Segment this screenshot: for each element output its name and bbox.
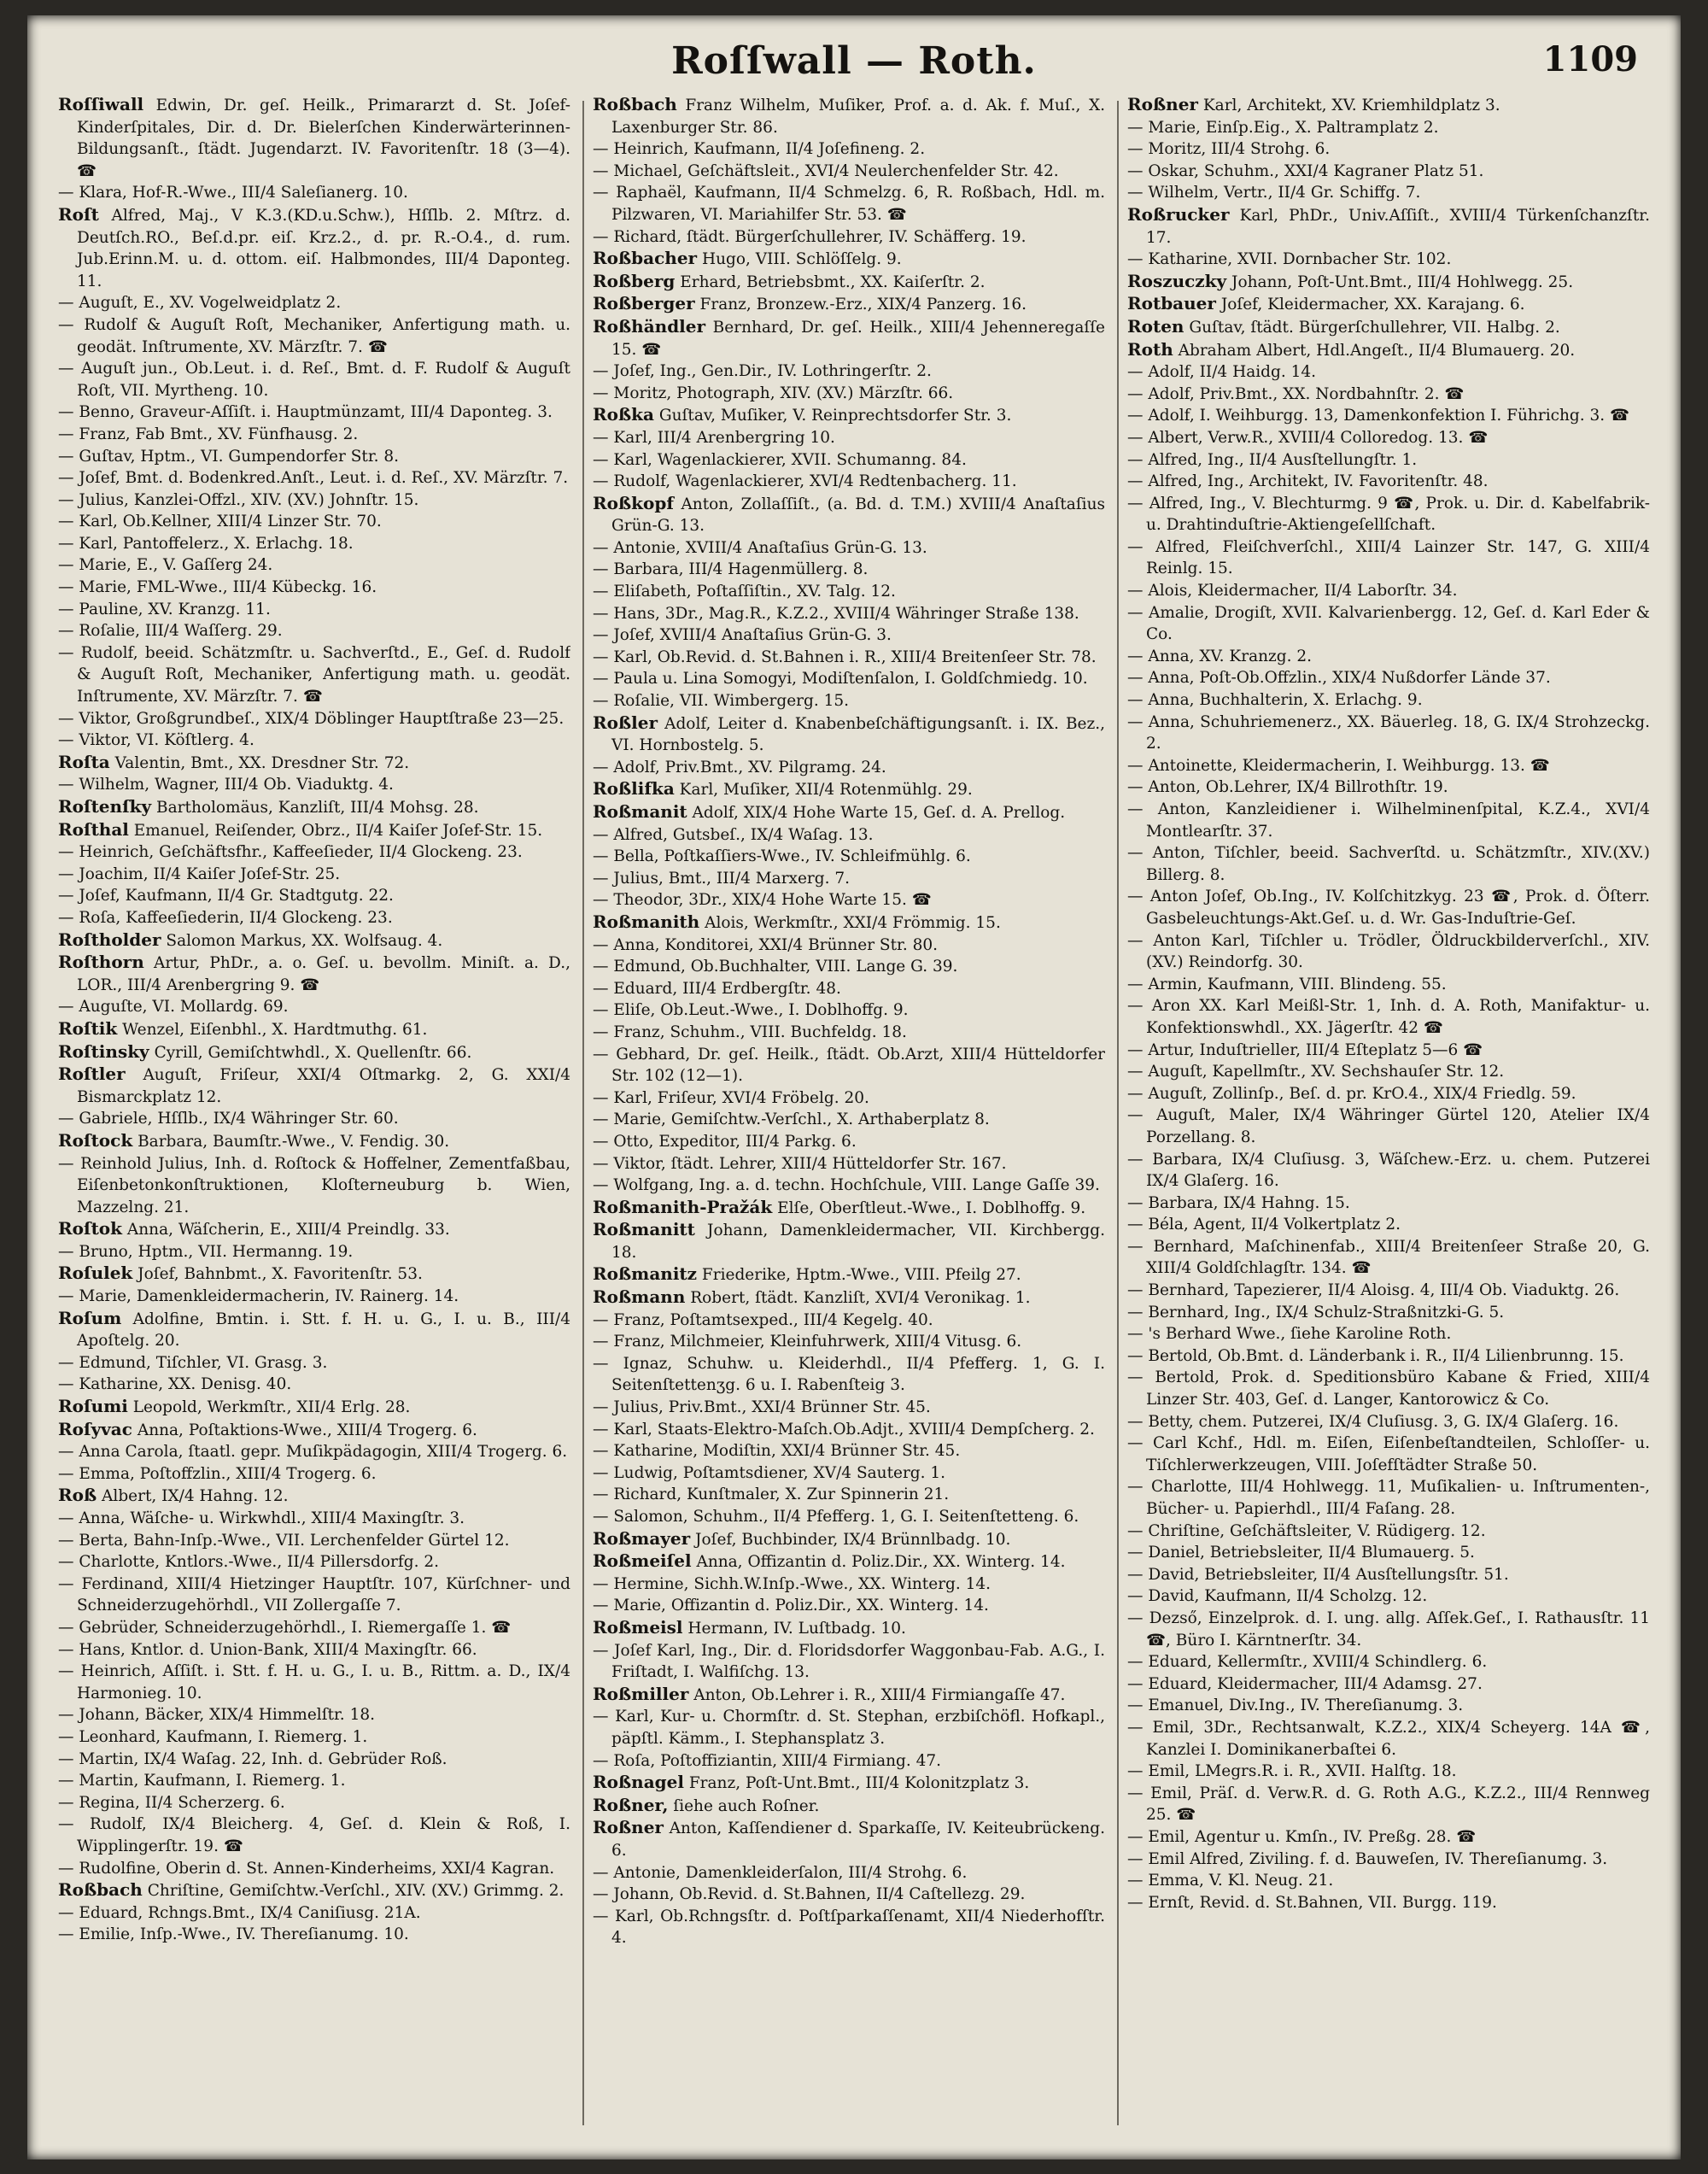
directory-entry: — Alois, Kleidermacher, II/4 Laborſtr. 34. bbox=[1127, 582, 1458, 601]
directory-entry: — Anna, Schuhriemenerz., XX. Bäuerleg. 18, G. IX/4 Strohzeckg. 2. bbox=[1127, 712, 1650, 753]
directory-entry: — Adolf, I. Weihburgg. 13, Damenkonfektion I. Führichg. 3. ☎ bbox=[1127, 407, 1630, 425]
directory-entry: — Alfred, Ing., II/4 Ausſtellungſtr. 1. bbox=[1127, 450, 1418, 469]
directory-entry: — Emilie, Inſp.-Wwe., IV. Thereſianumg. 10. bbox=[58, 1925, 409, 1944]
directory-entry: Roth Abraham Albert, Hdl.Angeſt., II/4 Blumauerg. 20. bbox=[1127, 338, 1576, 360]
surname-headword: Roß bbox=[58, 1485, 97, 1506]
directory-entry: Rotbauer Joſef, Kleidermacher, XX. Karajang. 6. bbox=[1127, 293, 1525, 314]
directory-entry: Roßner Karl, Architekt, XV. Kriemhildplatz 3. bbox=[1127, 94, 1500, 114]
directory-entry: — Eliſe, Ob.Leut.-Wwe., I. Doblhoffg. 9. bbox=[593, 1001, 909, 1020]
surname-headword: Roßmayer bbox=[593, 1527, 691, 1549]
directory-entry: — Alfred, Fleiſchverſchl., XIII/4 Lainzer Str. 147, G. XIII/4 Reinlg. 15. bbox=[1127, 537, 1650, 578]
directory-entry: Roßbacher Hugo, VIII. Schlöſſelg. 9. bbox=[593, 248, 902, 269]
directory-entry: Roßka Guſtav, Muſiker, V. Reinprechtsdorfer Str. 3. bbox=[593, 404, 1012, 425]
surname-headword: Roßmanith bbox=[593, 911, 700, 932]
directory-entry: Roßmayer Joſef, Buchbinder, IX/4 Brünnlbadg. 10. bbox=[593, 1527, 1011, 1549]
directory-entry: — Theodor, 3Dr., XIX/4 Hohe Warte 15. ☎ bbox=[593, 891, 932, 910]
directory-entry: — Edmund, Ob.Buchhalter, VIII. Lange G. 39. bbox=[593, 958, 958, 976]
directory-entry: Roßrucker Karl, PhDr., Univ.Aſſiſt., XVIII/4 Türkenſchanzſtr. 17. bbox=[1127, 203, 1650, 247]
directory-entry: — Hermine, Sichh.W.Inſp.-Wwe., XX. Winterg. 14. bbox=[593, 1574, 991, 1593]
surname-headword: Roſulek bbox=[58, 1263, 133, 1284]
surname-headword: Rotbauer bbox=[1127, 293, 1216, 314]
column-3 bbox=[1127, 94, 1650, 2136]
directory-entry: — Bertold, Ob.Bmt. d. Länderbank i. R., II/4 Lilienbrunng. 15. bbox=[1127, 1346, 1624, 1365]
surname-headword: Roßka bbox=[593, 404, 654, 425]
directory-entry: — Roſalie, III/4 Waſſerg. 29. bbox=[58, 622, 283, 641]
directory-entry: — Rudolfine, Oberin d. St. Annen-Kinderheims, XXI/4 Kagran. bbox=[58, 1859, 555, 1878]
directory-entry: — Bruno, Hptm., VII. Hermanng. 19. bbox=[58, 1242, 354, 1261]
directory-entry: — Karl, III/4 Arenbergring 10. bbox=[593, 428, 835, 447]
directory-entry: Roſſiwall Edwin, Dr. geſ. Heilk., Primararzt d. St. Joſef-Kinderſpitales, Dir. d. Dr. Bielerſchen Kinderwärterinnen-Bildungsanſt., ſtädt. Jugendarzt. IV. Favoritenſtr. 18 (3—4). ☎ bbox=[58, 94, 570, 180]
directory-entry: — David, Kaufmann, II/4 Scholzg. 12. bbox=[1127, 1587, 1428, 1606]
directory-entry: — Daniel, Betriebsleiter, II/4 Blumauerg. 5. bbox=[1127, 1544, 1475, 1562]
directory-entry: — Franz, Poſtamtsexped., III/4 Kegelg. 40. bbox=[593, 1310, 933, 1329]
surname-headword: Roſthorn bbox=[58, 952, 144, 973]
directory-entry: Roßbach Chriſtine, Gemiſchtw.-Verſchl., XIV. (XV.) Grimmg. 2. bbox=[58, 1879, 564, 1901]
directory-entry: — Betty, chem. Putzerei, IX/4 Cluſiusg. 3, G. IX/4 Glaſerg. 16. bbox=[1127, 1412, 1619, 1431]
directory-entry: Roſtock Barbara, Baumſtr.-Wwe., V. Fendig. 30. bbox=[58, 1129, 450, 1151]
directory-entry: — Adolf, Priv.Bmt., XV. Pilgramg. 24. bbox=[593, 758, 886, 776]
directory-entry: — Adolf, Priv.Bmt., XX. Nordbahnſtr. 2. ☎ bbox=[1127, 384, 1465, 403]
directory-entry: — Eduard, Rchngs.Bmt., IX/4 Caniſiusg. 21A. bbox=[58, 1903, 421, 1922]
directory-entry: — Julius, Kanzlei-Offzl., XIV. (XV.) Johnſtr. 15. bbox=[58, 490, 419, 509]
directory-entry: — Anna, Poſt-Ob.Offzlin., XIX/4 Nußdorfer Lände 37. bbox=[1127, 669, 1551, 688]
directory-entry: — Roſa, Poſtoffiziantin, XIII/4 Firmiang. 47. bbox=[593, 1751, 942, 1770]
directory-entry: — Viktor, ſtädt. Lehrer, XIII/4 Hütteldorfer Str. 167. bbox=[593, 1154, 1007, 1173]
directory-entry: — Oskar, Schuhm., XXI/4 Kagraner Platz 51. bbox=[1127, 161, 1484, 180]
surname-headword: Roſt bbox=[58, 203, 99, 225]
directory-entry: — Franz, Milchmeier, Kleinfuhrwerk, XIII/4 Vitusg. 6. bbox=[593, 1333, 1022, 1351]
directory-entry: — Charlotte, III/4 Hohlwegg. 11, Muſikalien- u. Inſtrumenten-, Bücher- u. Papierhdl., III/4 Faſang. 28. bbox=[1127, 1478, 1650, 1518]
directory-entry: — Klara, Hof-R.-Wwe., III/4 Saleſianerg. 10. bbox=[58, 184, 408, 202]
surname-headword: Roſtok bbox=[58, 1218, 122, 1239]
directory-entry: — Gebrüder, Schneiderzugehörhdl., I. Riemergaſſe 1. ☎ bbox=[58, 1618, 512, 1637]
directory-entry: — Béla, Agent, II/4 Volkertplatz 2. bbox=[1127, 1216, 1401, 1234]
directory-entry: Roſtler Auguſt, Friſeur, XXI/4 Oſtmarkg. 2, G. XXI/4 Bismarckplatz 12. bbox=[58, 1064, 570, 1106]
directory-entry: Roßmeiſel Anna, Offizantin d. Poliz.Dir., XX. Winterg. 14. bbox=[593, 1550, 1066, 1572]
surname-headword: Roßkopf bbox=[593, 492, 674, 513]
directory-entry: — Amalie, Drogiſt, XVII. Kalvarienbergg. 12, Geſ. d. Karl Eder & Co. bbox=[1127, 603, 1650, 644]
directory-entry: — Marie, FML-Wwe., III/4 Kübeckg. 16. bbox=[58, 578, 377, 597]
surname-headword: Roßner bbox=[1127, 94, 1198, 114]
directory-entry: — Rudolf, beeid. Schätzmſtr. u. Sachverſtd., E., Geſ. d. Rudolf & Auguſt Roſt, Mechaniker, Anfertigung math. u. geodät. Inſtrumente, XV. Märzſtr. 7. ☎ bbox=[58, 643, 570, 706]
surname-headword: Roßner, bbox=[593, 1794, 669, 1815]
surname-headword: Roßberg bbox=[593, 270, 676, 291]
directory-entry: Roſyvac Anna, Poſtaktions-Wwe., XIII/4 Trogerg. 6. bbox=[58, 1418, 477, 1439]
surname-headword: Roßhändler bbox=[593, 315, 706, 337]
directory-entry: Roſumi Leopold, Werkmſtr., XII/4 Erlg. 28. bbox=[58, 1396, 411, 1417]
directory-entry: — Moritz, III/4 Strohg. 6. bbox=[1127, 140, 1331, 159]
directory-entry: — Anton, Kanzleidiener i. Wilhelminenſpital, K.Z.4., XVI/4 Montlearſtr. 37. bbox=[1127, 800, 1650, 841]
directory-entry: — Rudolf & Auguſt Roſt, Mechaniker, Anfertigung math. u. geodät. Inſtrumente, XV. Märzſtr. 7. ☎ bbox=[58, 315, 570, 356]
directory-entry: — Roſa, Kaffeeſiederin, II/4 Glockeng. 23. bbox=[58, 908, 393, 927]
directory-entry: — Emil, Agentur u. Kmſn., IV. Preßg. 28. ☎ bbox=[1127, 1827, 1477, 1846]
directory-entry: — Benno, Graveur-Aſſiſt. i. Hauptmünzamt, III/4 Daponteg. 3. bbox=[58, 403, 553, 422]
directory-entry: — Martin, IX/4 Waſag. 22, Inh. d. Gebrüder Roß. bbox=[58, 1749, 447, 1768]
directory-entry: — Wolfgang, Ing. a. d. techn. Hochſchule, VIII. Lange Gaſſe 39. bbox=[593, 1176, 1100, 1195]
directory-entry: Roſtenſky Bartholomäus, Kanzliſt, III/4 Mohsg. 28. bbox=[58, 796, 479, 817]
directory-entry: — Joſef, Ing., Gen.Dir., IV. Lothringerſtr. 2. bbox=[593, 362, 932, 381]
directory-entry: — Johann, Ob.Revid. d. St.Bahnen, II/4 Caſtellezg. 29. bbox=[593, 1885, 1026, 1904]
directory-entry: — Ernſt, Revid. d. St.Bahnen, VII. Burgg. 119. bbox=[1127, 1893, 1497, 1912]
directory-entry: — Joſef, XVIII/4 Anaſtaſius Grün-G. 3. bbox=[593, 626, 892, 645]
directory-entry: — Heinrich, Kaufmann, II/4 Joſefineng. 2. bbox=[593, 140, 926, 159]
directory-entry: — Joſef, Bmt. d. Bodenkred.Anſt., Leut. i. d. Reſ., XV. Märzſtr. 7. bbox=[58, 469, 569, 488]
directory-entry: — Eduard, III/4 Erdbergſtr. 48. bbox=[593, 979, 841, 998]
directory-entry: — Anna, Buchhalterin, X. Erlachg. 9. bbox=[1127, 691, 1423, 710]
directory-entry: — Anton, Tiſchler, beeid. Sachverſtd. u. Schätzmſtr., XIV.(XV.) Billerg. 8. bbox=[1127, 844, 1650, 884]
page-title: Roſſwall — Roth. bbox=[671, 39, 1037, 83]
directory-entry: — Barbara, IX/4 Hahng. 15. bbox=[1127, 1193, 1350, 1212]
directory-entry: — Katharine, XVII. Dornbacher Str. 102. bbox=[1127, 250, 1452, 269]
surname-headword: Roßbach bbox=[593, 94, 677, 114]
directory-entry: Roßmeisl Hermann, IV. Luſtbadg. 10. bbox=[593, 1616, 906, 1638]
surname-headword: Roßmanitt bbox=[593, 1219, 695, 1240]
directory-entry: Roßner Anton, Kaſſendiener d. Sparkaſſe, IV. Keiteubrückeng. 6. bbox=[593, 1817, 1105, 1860]
directory-entry: — Johann, Bäcker, XIX/4 Himmelſtr. 18. bbox=[58, 1706, 375, 1725]
directory-entry: — Karl, Friſeur, XVI/4 Fröbelg. 20. bbox=[593, 1088, 869, 1107]
surname-headword: Roſſiwall bbox=[58, 94, 144, 114]
directory-entry: — Ignaz, Schuhw. u. Kleiderhdl., II/4 Pfefferg. 1, G. I. Seitenſtettenʒg. 6 u. I. Rabenſteig 3. bbox=[593, 1354, 1105, 1395]
directory-entry: Roß Albert, IX/4 Hahng. 12. bbox=[58, 1485, 289, 1506]
directory-entry: Roſtik Wenzel, Eiſenbhl., X. Hardtmuthg. 61. bbox=[58, 1017, 428, 1039]
directory-entry: — Katharine, XX. Denisg. 40. bbox=[58, 1375, 292, 1394]
surname-headword: Roſum bbox=[58, 1307, 122, 1328]
directory-entry: — Dezső, Einzelprok. d. I. ung. allg. Aſſek.Geſ., I. Rathausſtr. 11 ☎, Büro I. Kärntnerſtr. 34. bbox=[1127, 1609, 1650, 1650]
surname-headword: Roßler bbox=[593, 712, 658, 733]
surname-headword: Roßrucker bbox=[1127, 203, 1230, 225]
surname-headword: Roſyvac bbox=[58, 1418, 132, 1439]
directory-entry: — Salomon, Schuhm., II/4 Pfefferg. 1, G. I. Seitenſtetteng. 6. bbox=[593, 1508, 1079, 1526]
directory-entry: — Hans, Kntlor. d. Union-Bank, XIII/4 Maxingſtr. 66. bbox=[58, 1640, 477, 1659]
directory-entry: Roſtok Anna, Wäſcherin, E., XIII/4 Preindlg. 33. bbox=[58, 1218, 450, 1239]
surname-headword: Roßlifka bbox=[593, 778, 675, 800]
directory-entry: — Richard, ſtädt. Bürgerſchullehrer, IV. Schäfferg. 19. bbox=[593, 227, 1027, 246]
directory-entry: — Anton Joſef, Ob.Ing., IV. Kolſchitzkyg. 23 ☎, Prok. d. Öſterr. Gasbeleuchtungs-Akt.Geſ. u. d. Wr. Gas-Induſtrie-Geſ. bbox=[1127, 888, 1650, 928]
directory-entry: Roßkopf Anton, Zollaſſiſt., (a. Bd. d. T.M.) XVIII/4 Anaſtaſius Grün-G. 13. bbox=[593, 492, 1105, 536]
directory-entry: — Emma, V. Kl. Neug. 21. bbox=[1127, 1872, 1334, 1890]
directory-entry: — Berta, Bahn-Inſp.-Wwe., VII. Lerchenfelder Gürtel 12. bbox=[58, 1531, 510, 1550]
directory-entry: — Karl, Pantoffelerz., X. Erlachg. 18. bbox=[58, 534, 354, 553]
directory-entry: Roten Guſtav, ſtädt. Bürgerſchullehrer, VII. Halbg. 2. bbox=[1127, 315, 1560, 337]
directory-entry: Roßner, ſiehe auch Roſner. bbox=[593, 1794, 820, 1815]
directory-entry: — Emil, LMegrs.R. i. R., XVII. Halſtg. 18. bbox=[1127, 1762, 1457, 1781]
directory-entry: — Katharine, Modiſtin, XXI/4 Brünner Str. 45. bbox=[593, 1442, 961, 1461]
directory-entry: — Gabriele, Hſſlb., IX/4 Währinger Str. 60. bbox=[58, 1110, 399, 1128]
directory-entry: — Auguſte, VI. Mollardg. 69. bbox=[58, 998, 289, 1017]
directory-entry: — Viktor, VI. Köſtlerg. 4. bbox=[58, 731, 254, 750]
directory-entry: — Eduard, Kellermſtr., XVIII/4 Schindlerg. 6. bbox=[1127, 1653, 1488, 1672]
directory-entry: Roſulek Joſef, Bahnbmt., X. Favoritenſtr. 53. bbox=[58, 1263, 423, 1284]
directory-entry: Roßler Adolf, Leiter d. Knabenbeſchäftigungsanſt. i. IX. Bez., VI. Hornbostelg. 5. bbox=[593, 712, 1105, 755]
surname-headword: Roßmanith-Pražák bbox=[593, 1196, 773, 1217]
directory-entry: — Auguſt jun., Ob.Leut. i. d. Reſ., Bmt. d. F. Rudolf & Auguſt Roſt, VII. Myrtheng. 10. bbox=[58, 360, 570, 400]
directory-entry: — Emma, Poſtoffzlin., XIII/4 Trogerg. 6. bbox=[58, 1464, 377, 1483]
surname-headword: Roſtenſky bbox=[58, 796, 152, 817]
directory-entry: — 's Berhard Wwe., ſiehe Karoline Roth. bbox=[1127, 1325, 1452, 1344]
directory-entry: — Marie, E., V. Gaſſerg 24. bbox=[58, 556, 273, 575]
directory-entry: — David, Betriebsleiter, II/4 Ausſtellungsſtr. 51. bbox=[1127, 1565, 1509, 1584]
directory-entry: — Karl, Ob.Kellner, XIII/4 Linzer Str. 70. bbox=[58, 513, 382, 531]
directory-entry: — Viktor, Großgrundbeſ., XIX/4 Döblinger Hauptſtraße 23—25. bbox=[58, 709, 564, 728]
directory-entry: — Karl, Wagenlackierer, XVII. Schumanng. 84. bbox=[593, 450, 967, 469]
surname-headword: Roßmeisl bbox=[593, 1616, 683, 1638]
directory-entry: — Auguſt, E., XV. Vogelweidplatz 2. bbox=[58, 294, 342, 313]
directory-entry: — Reinhold Julius, Inh. d. Roſtock & Hoffelner, Zementfaßbau, Eiſenbetonkonſtruktionen, Kloſterneuburg b. Wien, Mazzelng. 21. bbox=[58, 1154, 570, 1216]
surname-headword: Roßmanit bbox=[593, 801, 687, 822]
directory-entry: — Aron XX. Karl Meißl-Str. 1, Inh. d. A. Roth, Manifaktur- u. Konfektionswhdl., XX. Jägerſtr. 42 ☎ bbox=[1127, 997, 1650, 1037]
directory-entry: — Anna, Wäſche- u. Wirkwhdl., XIII/4 Maxingſtr. 3. bbox=[58, 1509, 465, 1527]
directory-entry: — Martin, Kaufmann, I. Riemerg. 1. bbox=[58, 1772, 346, 1790]
surname-headword: Roſtler bbox=[58, 1064, 126, 1085]
directory-entry: — Charlotte, Kntlors.-Wwe., II/4 Pillersdorfg. 2. bbox=[58, 1553, 439, 1572]
surname-headword: Roszuczky bbox=[1127, 270, 1227, 291]
directory-entry: — Pauline, XV. Kranzg. 11. bbox=[58, 600, 271, 618]
directory-entry: — Franz, Fab Bmt., XV. Fünfhausg. 2. bbox=[58, 425, 359, 443]
directory-entry: — Chriſtine, Geſchäftsleiter, V. Rüdigerg. 12. bbox=[1127, 1521, 1486, 1540]
directory-entry: Roszuczky Johann, Poſt-Unt.Bmt., III/4 Hohlwegg. 25. bbox=[1127, 270, 1574, 291]
directory-entry: — Edmund, Tiſchler, VI. Grasg. 3. bbox=[58, 1353, 328, 1372]
surname-headword: Roßbacher bbox=[593, 248, 698, 269]
directory-entry: Roſt Alfred, Maj., V K.3.(KD.u.Schw.), Hſſlb. 2. Mſtrz. d. Deutſch.RO., Beſ.d.pr. eiſ. Krz.2., d. pr. R.-O.4., d. rum. Jub.Erinn.M. u. d. ottom. eiſ. Halbmondes, III/4 Daponteg. 11. bbox=[58, 203, 570, 290]
directory-entry: — Karl, Ob.Revid. d. St.Bahnen i. R., XIII/4 Breitenſeer Str. 78. bbox=[593, 648, 1097, 666]
column-2 bbox=[593, 94, 1105, 2136]
directory-entry: — Wilhelm, Wagner, III/4 Ob. Viaduktg. 4. bbox=[58, 776, 394, 794]
directory-entry: Roſtinsky Cyrill, Gemiſchtwhdl., X. Quellenſtr. 66. bbox=[58, 1040, 472, 1062]
surname-headword: Roßberger bbox=[593, 293, 695, 314]
directory-entry: — Regina, II/4 Scherzerg. 6. bbox=[58, 1793, 285, 1812]
directory-entry: — Marie, Offizantin d. Poliz.Dir., XX. Winterg. 14. bbox=[593, 1597, 989, 1615]
surname-headword: Roßner bbox=[593, 1817, 664, 1838]
directory-entry: — Auguſt, Maler, IX/4 Währinger Gürtel 120, Atelier IX/4 Porzellang. 8. bbox=[1127, 1106, 1650, 1146]
directory-entry: — Karl, Ob.Rchngsſtr. d. Poſtſparkaſſenamt, XII/4 Niederhofſtr. 4. bbox=[593, 1907, 1105, 1948]
directory-entry: — Bertold, Prok. d. Speditionsbüro Kabane & Fried, XIII/4 Linzer Str. 403, Geſ. d. Langer, Kantorowicz & Co. bbox=[1127, 1368, 1650, 1409]
directory-entry: — Anna, Konditorei, XXI/4 Brünner Str. 80. bbox=[593, 935, 939, 954]
directory-entry: — Leonhard, Kaufmann, I. Riemerg. 1. bbox=[58, 1727, 368, 1746]
directory-entry: — Michael, Geſchäftsleit., XVI/4 Neulerchenfelder Str. 42. bbox=[593, 161, 1059, 180]
directory-entry: Roſum Adolfine, Bmtin. i. Stt. f. H. u. G., I. u. B., III/4 Apoſtelg. 20. bbox=[58, 1307, 570, 1351]
directory-entry: — Julius, Bmt., III/4 Marxerg. 7. bbox=[593, 869, 851, 888]
surname-headword: Roſumi bbox=[58, 1396, 128, 1417]
directory-entry: — Anna, XV. Kranzg. 2. bbox=[1127, 647, 1313, 665]
surname-headword: Roth bbox=[1127, 338, 1173, 360]
directory-entry: — Emil, 3Dr., Rechtsanwalt, K.Z.2., XIX/4 Scheyerg. 14A ☎, Kanzlei I. Dominikanerbaſtei 6. bbox=[1127, 1718, 1650, 1759]
directory-entry: — Marie, Damenkleidermacherin, IV. Rainerg. 14. bbox=[58, 1287, 459, 1306]
directory-entry: — Alfred, Ing., V. Blechturmg. 9 ☎, Prok. u. Dir. d. Kabelfabrik- u. Drahtinduſtrie-Aktiengeſellſchaft. bbox=[1127, 494, 1650, 535]
directory-entry: Roſta Valentin, Bmt., XX. Dresdner Str. 72. bbox=[58, 751, 410, 772]
directory-entry: Roßberg Erhard, Betriebsbmt., XX. Kaiſerſtr. 2. bbox=[593, 270, 986, 291]
directory-entry: — Paula u. Lina Somogyi, Modiſtenſalon, I. Goldſchmiedg. 10. bbox=[593, 670, 1088, 689]
directory-entry: — Roſalie, VII. Wimbergerg. 15. bbox=[593, 692, 850, 711]
surname-headword: Roſthal bbox=[58, 818, 129, 840]
directory-entry: — Richard, Kunſtmaler, X. Zur Spinnerin 21. bbox=[593, 1485, 950, 1504]
directory-entry: — Carl Kchf., Hdl. m. Eiſen, Eiſenbeſtandteilen, Schloſſer- u. Tiſchlerwerkzeugen, VIII. Joſefſtädter Straße 50. bbox=[1127, 1434, 1650, 1474]
directory-entry: — Moritz, Photograph, XIV. (XV.) Märzſtr. 66. bbox=[593, 384, 954, 402]
directory-entry: Roßmann Robert, ſtädt. Kanzliſt, XVI/4 Veronikag. 1. bbox=[593, 1286, 1031, 1308]
directory-entry: — Raphaël, Kaufmann, II/4 Schmelzg. 6, R. Roßbach, Hdl. m. Pilzwaren, VI. Mariahilfer Str. 53. ☎ bbox=[593, 184, 1105, 224]
directory-page bbox=[27, 15, 1681, 2159]
surname-headword: Roſtinsky bbox=[58, 1040, 149, 1062]
directory-entry: — Joachim, II/4 Kaiſer Joſef-Str. 25. bbox=[58, 864, 341, 883]
directory-entry: — Auguſt, Kapellmſtr., XV. Sechshauſer Str. 12. bbox=[1127, 1063, 1505, 1081]
directory-entry: Roßnagel Franz, Poſt-Unt.Bmt., III/4 Kolonitzplatz 3. bbox=[593, 1772, 1030, 1793]
directory-entry: — Antonie, Damenkleiderſalon, III/4 Strohg. 6. bbox=[593, 1863, 968, 1882]
directory-entry: Roßlifka Karl, Muſiker, XII/4 Rotenmühlg. 29. bbox=[593, 778, 973, 800]
surname-headword: Roſta bbox=[58, 751, 110, 772]
directory-entry: — Wilhelm, Vertr., II/4 Gr. Schiffg. 7. bbox=[1127, 184, 1421, 202]
directory-entry: Roßmanith Alois, Werkmſtr., XXI/4 Frömmig. 15. bbox=[593, 911, 1001, 932]
surname-headword: Roßbach bbox=[58, 1879, 143, 1901]
directory-entry: — Bernhard, Ing., IX/4 Schulz-Straßnitzki-G. 5. bbox=[1127, 1303, 1505, 1321]
directory-entry: — Karl, Staats-Elektro-Maſch.Ob.Adjt., XVIII/4 Dempſcherg. 2. bbox=[593, 1420, 1095, 1439]
directory-entry: — Anna Carola, ſtaatl. gepr. Muſikpädagogin, XIII/4 Trogerg. 6. bbox=[58, 1443, 568, 1462]
directory-entry: — Ferdinand, XIII/4 Hietzinger Hauptſtr. 107, Kürſchner- und Schneiderzugehörhdl., VII Zollergaſſe 7. bbox=[58, 1574, 570, 1615]
directory-entry: — Emanuel, Div.Ing., IV. Thereſianumg. 3. bbox=[1127, 1696, 1464, 1715]
surname-headword: Roten bbox=[1127, 315, 1184, 337]
directory-entry: Roßmiller Anton, Ob.Lehrer i. R., XIII/4 Firmiangaſſe 47. bbox=[593, 1683, 1066, 1704]
directory-entry: — Heinrich, Aſſiſt. i. Stt. f. H. u. G., I. u. B., Rittm. a. D., IX/4 Harmonieg. 10. bbox=[58, 1662, 570, 1702]
surname-headword: Roſtock bbox=[58, 1129, 133, 1151]
directory-entry: Roßmanitt Johann, Damenkleidermacher, VII. Kirchbergg. 18. bbox=[593, 1219, 1105, 1262]
directory-entry: Roßmanit Adolf, XIX/4 Hohe Warte 15, Geſ. d. A. Prellog. bbox=[593, 801, 1066, 822]
directory-entry: — Antonie, XVIII/4 Anaſtaſius Grün-G. 13. bbox=[593, 538, 927, 557]
directory-entry: — Eduard, Kleidermacher, III/4 Adamsg. 27. bbox=[1127, 1674, 1483, 1693]
directory-entry: Roßbach Franz Wilhelm, Muſiker, Prof. a. d. Ak. f. Muſ., X. Laxenburger Str. 86. bbox=[593, 94, 1105, 137]
directory-entry: — Adolf, II/4 Haidg. 14. bbox=[1127, 363, 1317, 382]
directory-entry: — Barbara, IX/4 Cluſiusg. 3, Wäſchew.-Erz. u. chem. Putzerei IX/4 Glaſerg. 16. bbox=[1127, 1150, 1650, 1191]
directory-entry: — Bernhard, Maſchinenfab., XIII/4 Breitenſeer Straße 20, G. XIII/4 Goldſchlagſtr. 134. ☎ bbox=[1127, 1237, 1650, 1278]
directory-entry: Roßmanitz Friederike, Hptm.-Wwe., VIII. Pfeilg 27. bbox=[593, 1263, 1021, 1285]
directory-entry: Roſthal Emanuel, Reiſender, Obrz., II/4 Kaiſer Joſef-Str. 15. bbox=[58, 818, 543, 840]
directory-entry: — Armin, Kaufmann, VIII. Blindeng. 55. bbox=[1127, 975, 1447, 993]
surname-headword: Roßnagel bbox=[593, 1772, 684, 1793]
directory-entry: — Marie, Gemiſchtw.-Verſchl., X. Arthaberplatz 8. bbox=[593, 1110, 990, 1129]
directory-entry: — Emil Alfred, Ziviling. f. d. Bauweſen, IV. Thereſianumg. 3. bbox=[1127, 1849, 1608, 1868]
directory-entry: — Joſef, Kaufmann, II/4 Gr. Stadtgutg. 22. bbox=[58, 887, 394, 905]
surname-headword: Roſtik bbox=[58, 1017, 118, 1039]
directory-entry: — Gebhard, Dr. geſ. Heilk., ſtädt. Ob.Arzt, XIII/4 Hütteldorfer Str. 102 (12—1). bbox=[593, 1045, 1105, 1086]
directory-entry: — Marie, Einſp.Eig., X. Paltramplatz 2. bbox=[1127, 118, 1439, 137]
directory-entry: — Emil, Präſ. d. Verw.R. d. G. Roth A.G., K.Z.2., III/4 Rennweg 25. ☎ bbox=[1127, 1784, 1650, 1825]
directory-entry: — Alfred, Ing., Architekt, IV. Favoritenſtr. 48. bbox=[1127, 472, 1489, 491]
surname-headword: Roßmeiſel bbox=[593, 1550, 692, 1572]
page-number: 1109 bbox=[1542, 39, 1638, 79]
surname-headword: Roßmann bbox=[593, 1286, 686, 1308]
directory-entry: Roſtholder Salomon Markus, XX. Wolfsaug. 4. bbox=[58, 929, 443, 950]
directory-entry: — Bella, Poſtkaſſiers-Wwe., IV. Schleifmühlg. 6. bbox=[593, 847, 971, 866]
directory-entry: — Barbara, III/4 Hagenmüllerg. 8. bbox=[593, 560, 869, 579]
directory-entry: — Bernhard, Tapezierer, II/4 Aloisg. 4, III/4 Ob. Viaduktg. 26. bbox=[1127, 1281, 1620, 1300]
directory-entry: — Auguſt, Zollinſp., Beſ. d. pr. KrO.4., XIX/4 Friedlg. 59. bbox=[1127, 1084, 1576, 1103]
directory-entry: — Antoinette, Kleidermacherin, I. Weihburgg. 13. ☎ bbox=[1127, 756, 1550, 775]
directory-entry: — Ludwig, Poſtamtsdiener, XV/4 Sauterg. 1. bbox=[593, 1463, 946, 1482]
directory-entry: — Joſef Karl, Ing., Dir. d. Floridsdorfer Waggonbau-Fab. A.G., I. Friſtadt, I. Walfiſchg. 13. bbox=[593, 1641, 1105, 1682]
column-divider bbox=[582, 101, 584, 2125]
directory-entry: Roßhändler Bernhard, Dr. geſ. Heilk., XIII/4 Jehenneregaſſe 15. ☎ bbox=[593, 315, 1105, 359]
directory-entry: — Rudolf, Wagenlackierer, XVI/4 Redtenbacherg. 11. bbox=[593, 472, 1017, 491]
column-divider bbox=[1117, 101, 1119, 2125]
page-header bbox=[27, 39, 1681, 91]
directory-entry: — Alfred, Gutsbeſ., IX/4 Waſag. 13. bbox=[593, 825, 874, 844]
directory-entry: Roßmanith-Pražák Elſe, Oberſtleut.-Wwe., I. Doblhoffg. 9. bbox=[593, 1196, 1086, 1217]
surname-headword: Roßmiller bbox=[593, 1683, 689, 1704]
directory-entry: — Hans, 3Dr., Mag.R., K.Z.2., XVIII/4 Währinger Straße 138. bbox=[593, 604, 1079, 623]
surname-headword: Roſtholder bbox=[58, 929, 161, 950]
directory-entry: — Anton Karl, Tiſchler u. Trödler, Öldruckbilderverſchl., XIV. (XV.) Reindorfg. 30. bbox=[1127, 931, 1650, 972]
column-1 bbox=[58, 94, 570, 2136]
surname-headword: Roßmanitz bbox=[593, 1263, 698, 1285]
directory-entry: — Albert, Verw.R., XVIII/4 Colloredog. 13. ☎ bbox=[1127, 428, 1489, 447]
directory-entry: — Anton, Ob.Lehrer, IX/4 Billrothſtr. 19. bbox=[1127, 778, 1448, 797]
directory-entry: — Artur, Induſtrieller, III/4 Eſteplatz 5—6 ☎ bbox=[1127, 1040, 1483, 1059]
directory-entry: Roſthorn Artur, PhDr., a. o. Geſ. u. bevollm. Miniſt. a. D., LOR., III/4 Arenbergring 9. ☎ bbox=[58, 952, 570, 994]
directory-entry: — Eliſabeth, Poſtaſſiſtin., XV. Talg. 12. bbox=[593, 583, 896, 601]
directory-entry: — Guſtav, Hptm., VI. Gumpendorfer Str. 8. bbox=[58, 447, 400, 466]
directory-entry: — Franz, Schuhm., VIII. Buchfeldg. 18. bbox=[593, 1023, 907, 1041]
directory-entry: Roßberger Franz, Bronzew.-Erz., XIX/4 Panzerg. 16. bbox=[593, 293, 1027, 314]
directory-entry: — Rudolf, IX/4 Bleicherg. 4, Geſ. d. Klein & Roß, I. Wipplingerſtr. 19. ☎ bbox=[58, 1815, 570, 1855]
directory-entry: — Otto, Expeditor, III/4 Parkg. 6. bbox=[593, 1132, 857, 1151]
directory-entry: — Karl, Kur- u. Chormſtr. d. St. Stephan, erzbiſchöfl. Hofkapl., päpſtl. Kämm., I. Stephansplatz 3. bbox=[593, 1708, 1105, 1748]
directory-entry: — Julius, Priv.Bmt., XXI/4 Brünner Str. 45. bbox=[593, 1398, 931, 1417]
directory-entry: — Heinrich, Geſchäftsfhr., Kaffeeſieder, II/4 Glockeng. 23. bbox=[58, 843, 523, 862]
